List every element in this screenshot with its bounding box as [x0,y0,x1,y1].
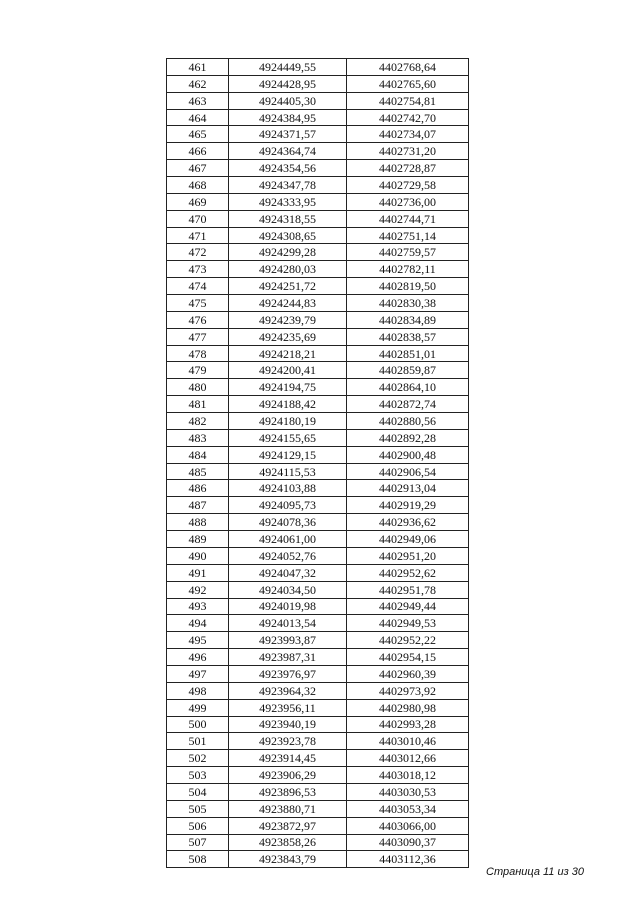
x-coordinate-cell: 4923880,71 [229,800,347,817]
table-row [167,227,469,244]
x-coordinate-cell: 4924180,19 [229,413,347,430]
y-coordinate-cell: 4403112,36 [347,851,469,868]
y-coordinate-cell: 4402980,98 [347,699,469,716]
y-coordinate-cell: 4402951,78 [347,581,469,598]
point-number-cell: 480 [167,379,229,396]
point-number-cell: 488 [167,514,229,531]
table-row [167,615,469,632]
y-coordinate-cell: 4402872,74 [347,396,469,413]
point-number-cell: 491 [167,564,229,581]
point-number-cell: 501 [167,733,229,750]
x-coordinate-cell: 4923858,26 [229,834,347,851]
x-coordinate-cell: 4923906,29 [229,767,347,784]
y-coordinate-cell: 4402751,14 [347,227,469,244]
y-coordinate-cell: 4402951,20 [347,547,469,564]
y-coordinate-cell: 4403090,37 [347,834,469,851]
x-coordinate-cell: 4924129,15 [229,446,347,463]
table-row [167,362,469,379]
point-number-cell: 467 [167,160,229,177]
x-coordinate-cell: 4923940,19 [229,716,347,733]
point-number-cell: 498 [167,682,229,699]
y-coordinate-cell: 4402900,48 [347,446,469,463]
point-number-cell: 502 [167,750,229,767]
point-number-cell: 504 [167,783,229,800]
table-row [167,733,469,750]
y-coordinate-cell: 4402936,62 [347,514,469,531]
x-coordinate-cell: 4923964,32 [229,682,347,699]
point-number-cell: 476 [167,311,229,328]
table-row [167,396,469,413]
x-coordinate-cell: 4923843,79 [229,851,347,868]
y-coordinate-cell: 4402729,58 [347,177,469,194]
table-row [167,783,469,800]
table-row [167,311,469,328]
point-number-cell: 468 [167,177,229,194]
point-number-cell: 479 [167,362,229,379]
table-row [167,767,469,784]
x-coordinate-cell: 4923923,78 [229,733,347,750]
x-coordinate-cell: 4924115,53 [229,463,347,480]
y-coordinate-cell: 4402906,54 [347,463,469,480]
point-number-cell: 496 [167,649,229,666]
point-number-cell: 493 [167,598,229,615]
table-row [167,59,469,76]
y-coordinate-cell: 4402742,70 [347,109,469,126]
table-row [167,446,469,463]
y-coordinate-cell: 4402731,20 [347,143,469,160]
x-coordinate-cell: 4924095,73 [229,497,347,514]
table-row [167,278,469,295]
table-row [167,413,469,430]
point-number-cell: 466 [167,143,229,160]
point-number-cell: 487 [167,497,229,514]
x-coordinate-cell: 4923896,53 [229,783,347,800]
y-coordinate-cell: 4402782,11 [347,261,469,278]
y-coordinate-cell: 4402973,92 [347,682,469,699]
y-coordinate-cell: 4402864,10 [347,379,469,396]
table-row [167,598,469,615]
point-number-cell: 477 [167,328,229,345]
x-coordinate-cell: 4924019,98 [229,598,347,615]
table-row [167,379,469,396]
table-row [167,514,469,531]
coordinates-table-body [167,59,469,868]
y-coordinate-cell: 4402993,28 [347,716,469,733]
y-coordinate-cell: 4402913,04 [347,480,469,497]
x-coordinate-cell: 4924239,79 [229,311,347,328]
point-number-cell: 473 [167,261,229,278]
y-coordinate-cell: 4402754,81 [347,92,469,109]
y-coordinate-cell: 4403066,00 [347,817,469,834]
table-row [167,345,469,362]
y-coordinate-cell: 4402744,71 [347,210,469,227]
table-row [167,547,469,564]
table-row [167,328,469,345]
table-row [167,750,469,767]
table-row [167,177,469,194]
x-coordinate-cell: 4924251,72 [229,278,347,295]
y-coordinate-cell: 4402834,89 [347,311,469,328]
point-number-cell: 497 [167,665,229,682]
x-coordinate-cell: 4923993,87 [229,632,347,649]
table-row [167,834,469,851]
table-row [167,649,469,666]
table-row [167,531,469,548]
point-number-cell: 478 [167,345,229,362]
y-coordinate-cell: 4403010,46 [347,733,469,750]
x-coordinate-cell: 4923956,11 [229,699,347,716]
point-number-cell: 474 [167,278,229,295]
table-row [167,632,469,649]
x-coordinate-cell: 4924200,41 [229,362,347,379]
x-coordinate-cell: 4924078,36 [229,514,347,531]
x-coordinate-cell: 4924354,56 [229,160,347,177]
table-row [167,665,469,682]
y-coordinate-cell: 4402892,28 [347,429,469,446]
y-coordinate-cell: 4402949,53 [347,615,469,632]
x-coordinate-cell: 4924103,88 [229,480,347,497]
x-coordinate-cell: 4924218,21 [229,345,347,362]
point-number-cell: 482 [167,413,229,430]
y-coordinate-cell: 4402960,39 [347,665,469,682]
point-number-cell: 507 [167,834,229,851]
point-number-cell: 500 [167,716,229,733]
point-number-cell: 494 [167,615,229,632]
x-coordinate-cell: 4924449,55 [229,59,347,76]
x-coordinate-cell: 4924364,74 [229,143,347,160]
point-number-cell: 461 [167,59,229,76]
table-row [167,581,469,598]
y-coordinate-cell: 4403030,53 [347,783,469,800]
table-row [167,92,469,109]
y-coordinate-cell: 4402954,15 [347,649,469,666]
table-row [167,143,469,160]
point-number-cell: 463 [167,92,229,109]
x-coordinate-cell: 4924188,42 [229,396,347,413]
table-row [167,851,469,868]
table-row [167,716,469,733]
x-coordinate-cell: 4924371,57 [229,126,347,143]
y-coordinate-cell: 4402859,87 [347,362,469,379]
y-coordinate-cell: 4403053,34 [347,800,469,817]
page-number-footer: Страница 11 из 30 [486,866,584,878]
x-coordinate-cell: 4924280,03 [229,261,347,278]
y-coordinate-cell: 4402880,56 [347,413,469,430]
y-coordinate-cell: 4402819,50 [347,278,469,295]
y-coordinate-cell: 4402768,64 [347,59,469,76]
table-row [167,463,469,480]
table-row [167,109,469,126]
point-number-cell: 505 [167,800,229,817]
x-coordinate-cell: 4924333,95 [229,193,347,210]
table-row [167,800,469,817]
x-coordinate-cell: 4924047,32 [229,564,347,581]
table-row [167,193,469,210]
x-coordinate-cell: 4924347,78 [229,177,347,194]
point-number-cell: 471 [167,227,229,244]
table-row [167,564,469,581]
point-number-cell: 485 [167,463,229,480]
x-coordinate-cell: 4924244,83 [229,295,347,312]
point-number-cell: 470 [167,210,229,227]
x-coordinate-cell: 4924235,69 [229,328,347,345]
x-coordinate-cell: 4924052,76 [229,547,347,564]
x-coordinate-cell: 4923872,97 [229,817,347,834]
x-coordinate-cell: 4923914,45 [229,750,347,767]
point-number-cell: 486 [167,480,229,497]
y-coordinate-cell: 4403018,12 [347,767,469,784]
x-coordinate-cell: 4924384,95 [229,109,347,126]
x-coordinate-cell: 4924194,75 [229,379,347,396]
x-coordinate-cell: 4924061,00 [229,531,347,548]
table-row [167,817,469,834]
point-number-cell: 483 [167,429,229,446]
y-coordinate-cell: 4402765,60 [347,75,469,92]
y-coordinate-cell: 4402838,57 [347,328,469,345]
point-number-cell: 503 [167,767,229,784]
x-coordinate-cell: 4923976,97 [229,665,347,682]
y-coordinate-cell: 4402949,44 [347,598,469,615]
y-coordinate-cell: 4402851,01 [347,345,469,362]
table-row [167,244,469,261]
point-number-cell: 464 [167,109,229,126]
point-number-cell: 472 [167,244,229,261]
point-number-cell: 469 [167,193,229,210]
table-row [167,480,469,497]
x-coordinate-cell: 4924405,30 [229,92,347,109]
table-row [167,75,469,92]
point-number-cell: 481 [167,396,229,413]
table-row [167,261,469,278]
coordinates-table [166,58,469,868]
point-number-cell: 490 [167,547,229,564]
point-number-cell: 506 [167,817,229,834]
table-row [167,497,469,514]
point-number-cell: 462 [167,75,229,92]
y-coordinate-cell: 4402759,57 [347,244,469,261]
y-coordinate-cell: 4402736,00 [347,193,469,210]
y-coordinate-cell: 4402949,06 [347,531,469,548]
y-coordinate-cell: 4402830,38 [347,295,469,312]
y-coordinate-cell: 4403012,66 [347,750,469,767]
table-row [167,682,469,699]
x-coordinate-cell: 4924013,54 [229,615,347,632]
point-number-cell: 495 [167,632,229,649]
y-coordinate-cell: 4402919,29 [347,497,469,514]
y-coordinate-cell: 4402734,07 [347,126,469,143]
y-coordinate-cell: 4402952,62 [347,564,469,581]
table-row [167,295,469,312]
table-row [167,210,469,227]
y-coordinate-cell: 4402728,87 [347,160,469,177]
table-row [167,429,469,446]
point-number-cell: 508 [167,851,229,868]
table-row [167,160,469,177]
x-coordinate-cell: 4924034,50 [229,581,347,598]
x-coordinate-cell: 4924318,55 [229,210,347,227]
x-coordinate-cell: 4923987,31 [229,649,347,666]
x-coordinate-cell: 4924428,95 [229,75,347,92]
point-number-cell: 475 [167,295,229,312]
point-number-cell: 492 [167,581,229,598]
x-coordinate-cell: 4924308,65 [229,227,347,244]
x-coordinate-cell: 4924299,28 [229,244,347,261]
y-coordinate-cell: 4402952,22 [347,632,469,649]
table-row [167,699,469,716]
table-row [167,126,469,143]
point-number-cell: 499 [167,699,229,716]
x-coordinate-cell: 4924155,65 [229,429,347,446]
point-number-cell: 484 [167,446,229,463]
point-number-cell: 489 [167,531,229,548]
point-number-cell: 465 [167,126,229,143]
